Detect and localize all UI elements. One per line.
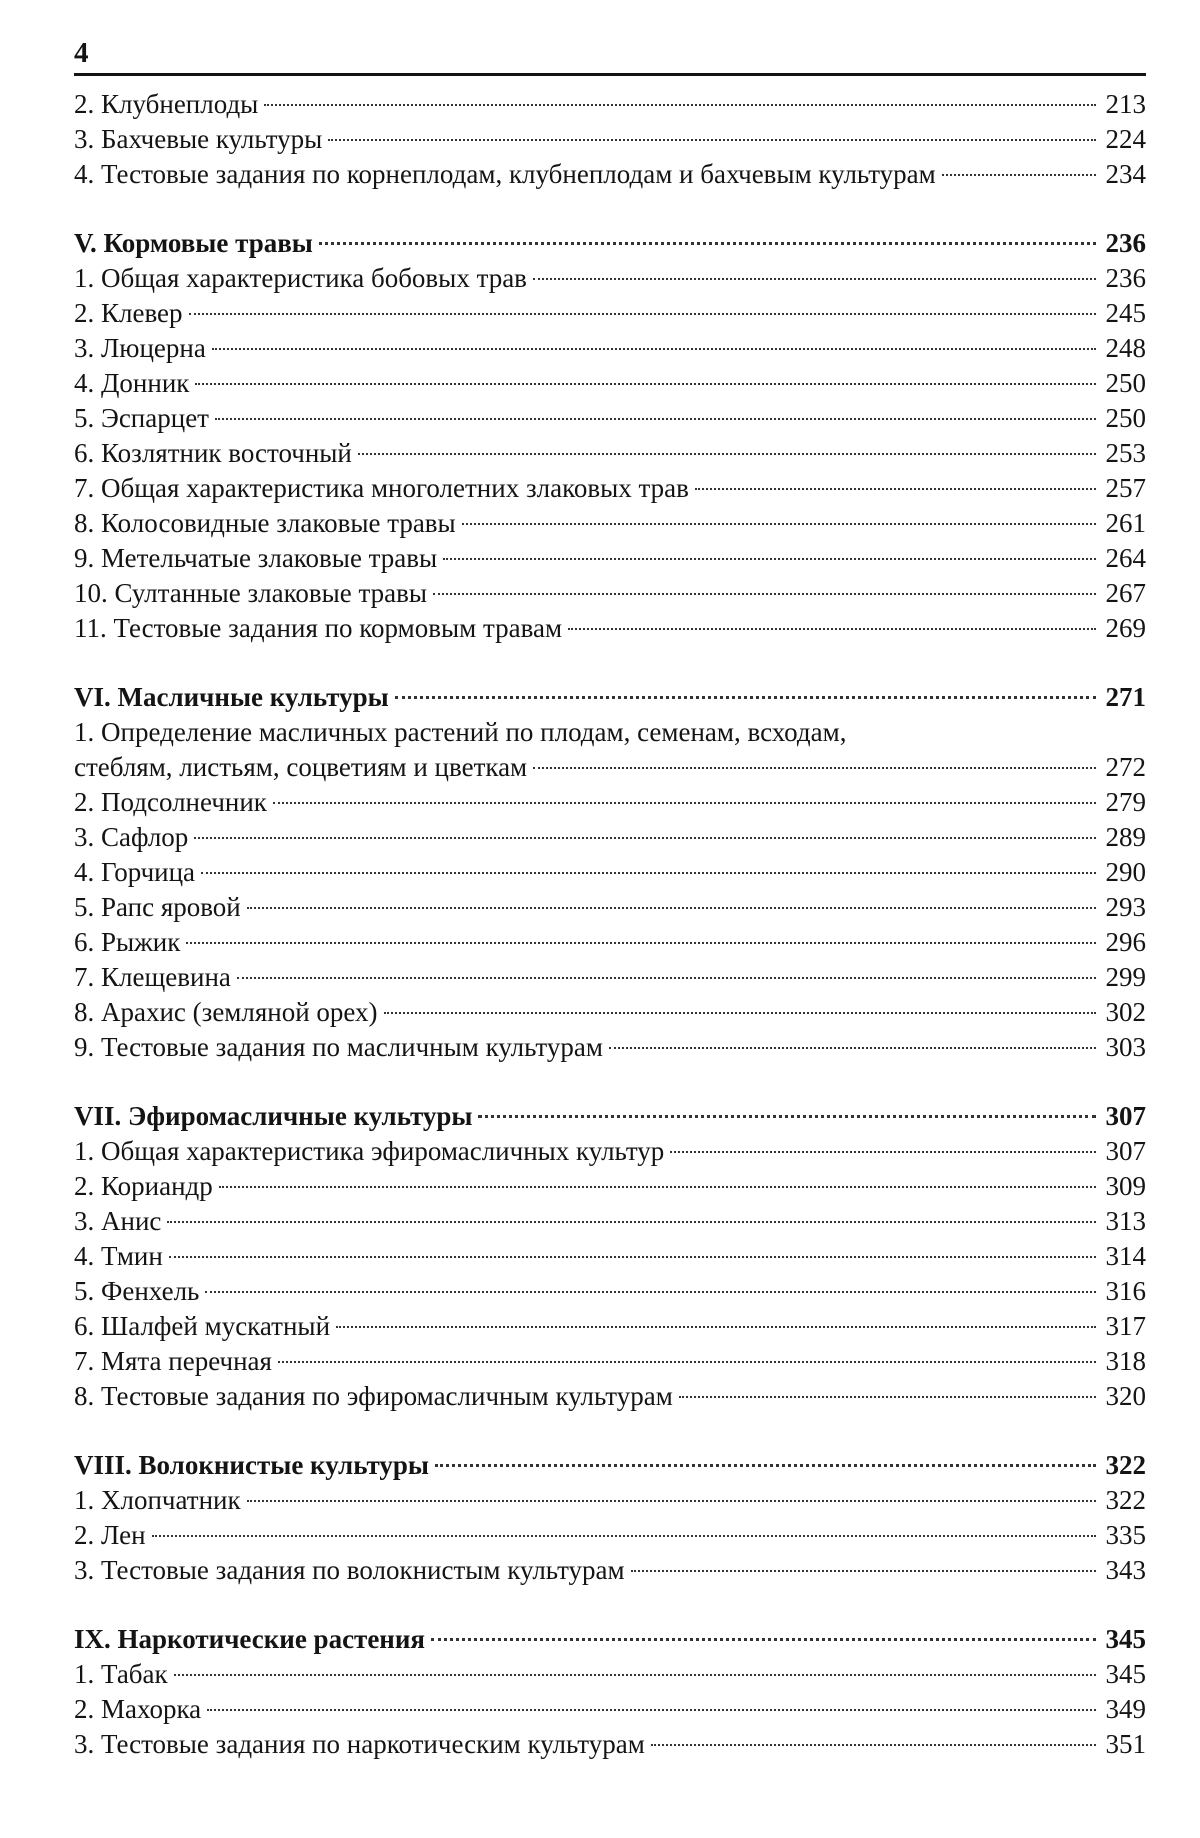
toc-entry: [74, 87, 1146, 122]
toc-entry: [74, 1483, 1146, 1518]
dot-leader: [278, 1361, 1096, 1363]
dot-leader: [152, 1535, 1096, 1537]
dot-leader: [237, 977, 1096, 979]
entry-page-number: 318: [1105, 1346, 1146, 1376]
toc-chapter-heading: [74, 1448, 1146, 1483]
entry-page-number: 267: [1105, 578, 1146, 608]
toc-entry: [74, 1309, 1146, 1344]
table-of-contents: [74, 87, 1146, 1762]
toc-entry: [74, 1030, 1146, 1065]
toc-entry: [74, 995, 1146, 1030]
chapter-page-number: 345: [1105, 1624, 1146, 1654]
toc-entry: [74, 471, 1146, 506]
toc-entry: [74, 750, 1146, 785]
entry-page-number: 234: [1105, 159, 1146, 189]
entry-page-number: 351: [1105, 1729, 1146, 1759]
dot-leader: [384, 1012, 1096, 1014]
toc-entry: [74, 576, 1146, 611]
toc-entry: [74, 1657, 1146, 1692]
toc-chapter-heading: [74, 1622, 1146, 1657]
entry-page-number: 272: [1105, 752, 1146, 782]
toc-entry: [74, 122, 1146, 157]
entry-title: 1. Общая характеристика эфиромасличных культур: [74, 1136, 665, 1166]
entry-title: 8. Тестовые задания по эфиромасличным культурам: [74, 1381, 673, 1411]
toc-entry: [74, 820, 1146, 855]
toc-entry: [74, 1169, 1146, 1204]
page-number: 4: [74, 37, 89, 69]
entry-page-number: 250: [1105, 368, 1146, 398]
entry-page-number: 253: [1105, 438, 1146, 468]
toc-entry: [74, 1379, 1146, 1414]
toc-entry: [74, 261, 1146, 296]
toc-entry: [74, 436, 1146, 471]
toc-section: [74, 1448, 1146, 1588]
entry-page-number: 343: [1105, 1555, 1146, 1585]
dot-leader: [433, 593, 1096, 595]
entry-page-number: 302: [1105, 997, 1146, 1027]
entry-page-number: 316: [1105, 1276, 1146, 1306]
toc-entry: [74, 157, 1146, 192]
toc-entry: [74, 1692, 1146, 1727]
entry-title: 6. Шалфей мускатный: [74, 1311, 331, 1341]
entry-page-number: 309: [1105, 1171, 1146, 1201]
toc-entry: [74, 506, 1146, 541]
entry-page-number: 314: [1105, 1241, 1146, 1271]
toc-entry: [74, 541, 1146, 576]
dot-leader: [215, 418, 1096, 420]
entry-page-number: 299: [1105, 962, 1146, 992]
toc-entry: [74, 1344, 1146, 1379]
dot-leader: [478, 1115, 1096, 1118]
entry-title: 9. Метельчатые злаковые травы: [74, 543, 438, 573]
toc-chapter-heading: [74, 1099, 1146, 1134]
toc-entry: [74, 1204, 1146, 1239]
dot-leader: [194, 837, 1096, 839]
toc-section: [74, 1622, 1146, 1762]
dot-leader: [670, 1151, 1096, 1153]
entry-title: 7. Общая характеристика многолетних злаковых трав: [74, 473, 689, 503]
toc-section: [74, 226, 1146, 646]
entry-title: 5. Эспарцет: [74, 403, 209, 433]
entry-page-number: 349: [1105, 1694, 1146, 1724]
entry-title: 7. Клещевина: [74, 962, 231, 992]
entry-title: 2. Подсолнечник: [74, 787, 267, 817]
dot-leader: [186, 942, 1096, 944]
dot-leader: [264, 104, 1096, 106]
entry-title: 1. Табак: [74, 1659, 168, 1689]
entry-page-number: 224: [1105, 124, 1146, 154]
entry-page-number: 317: [1105, 1311, 1146, 1341]
toc-entry: [74, 296, 1146, 331]
header-rule: [74, 73, 1146, 76]
dot-leader: [942, 174, 1096, 176]
entry-title: 2. Клубнеплоды: [74, 89, 259, 119]
entry-page-number: 313: [1105, 1206, 1146, 1236]
dot-leader: [533, 278, 1096, 280]
dot-leader: [247, 907, 1096, 909]
entry-page-number: 264: [1105, 543, 1146, 573]
entry-title: 5. Рапс яровой: [74, 892, 241, 922]
dot-leader: [609, 1047, 1096, 1049]
entry-title: стеблям, листьям, соцветиям и цветкам: [74, 752, 528, 782]
chapter-title: V. Кормовые травы: [74, 228, 313, 258]
entry-title: 3. Бахчевые культуры: [74, 124, 323, 154]
entry-page-number: 296: [1105, 927, 1146, 957]
toc-entry: [74, 960, 1146, 995]
chapter-page-number: 271: [1105, 682, 1146, 712]
entry-title: 3. Анис: [74, 1206, 162, 1236]
entry-page-number: 335: [1105, 1520, 1146, 1550]
entry-title: 8. Колосовидные злаковые травы: [74, 508, 456, 538]
entry-title: 3. Сафлор: [74, 822, 189, 852]
entry-page-number: 303: [1105, 1032, 1146, 1062]
entry-page-number: 250: [1105, 403, 1146, 433]
entry-page-number: 245: [1105, 298, 1146, 328]
dot-leader: [679, 1396, 1096, 1398]
dot-leader: [167, 1221, 1096, 1223]
toc-section: [74, 87, 1146, 192]
chapter-page-number: 236: [1105, 228, 1146, 258]
dot-leader: [336, 1326, 1096, 1328]
entry-page-number: 269: [1105, 613, 1146, 643]
dot-leader: [695, 488, 1096, 490]
dot-leader: [319, 242, 1096, 245]
dot-leader: [533, 767, 1096, 769]
entry-page-number: 345: [1105, 1659, 1146, 1689]
entry-page-number: 257: [1105, 473, 1146, 503]
entry-title: 7. Мята перечная: [74, 1346, 272, 1376]
chapter-title: IX. Наркотические растения: [74, 1624, 426, 1654]
chapter-title: VIII. Волокнистые культуры: [74, 1450, 429, 1480]
toc-entry: [74, 611, 1146, 646]
entry-title: 3. Тестовые задания по наркотическим культурам: [74, 1729, 645, 1759]
dot-leader: [169, 1256, 1096, 1258]
toc-chapter-heading: [74, 226, 1146, 261]
dot-leader: [273, 802, 1096, 804]
entry-title: 6. Рыжик: [74, 927, 181, 957]
dot-leader: [205, 1291, 1096, 1293]
dot-leader: [189, 313, 1096, 315]
toc-entry-first-line: 1. Определение масличных растений по плодам, семенам, всходам,: [74, 717, 847, 747]
dot-leader: [443, 558, 1096, 560]
entry-page-number: 290: [1105, 857, 1146, 887]
entry-title: 1. Общая характеристика бобовых трав: [74, 263, 527, 293]
entry-page-number: 261: [1105, 508, 1146, 538]
dot-leader: [219, 1186, 1096, 1188]
entry-title: 3. Люцерна: [74, 333, 206, 363]
entry-title: 4. Горчица: [74, 857, 196, 887]
entry-title: 4. Донник: [74, 368, 190, 398]
entry-title: 2. Махорка: [74, 1694, 202, 1724]
entry-title: 2. Клевер: [74, 298, 183, 328]
entry-title: 5. Фенхель: [74, 1276, 200, 1306]
entry-title: 1. Хлопчатник: [74, 1485, 241, 1515]
toc-entry: [74, 331, 1146, 366]
chapter-title: VI. Масличные культуры: [74, 682, 389, 712]
toc-section: [74, 1099, 1146, 1414]
entry-title: 2. Кориандр: [74, 1171, 213, 1201]
toc-section: [74, 680, 1146, 1065]
entry-page-number: 322: [1105, 1485, 1146, 1515]
entry-title: 3. Тестовые задания по волокнистым культурам: [74, 1555, 625, 1585]
dot-leader: [247, 1500, 1096, 1502]
toc-entry: [74, 401, 1146, 436]
dot-leader: [651, 1744, 1096, 1746]
entry-page-number: 236: [1105, 263, 1146, 293]
toc-entry: [74, 890, 1146, 925]
chapter-page-number: 307: [1105, 1101, 1146, 1131]
toc-chapter-heading: [74, 680, 1146, 715]
dot-leader: [207, 1709, 1096, 1711]
toc-entry: [74, 925, 1146, 960]
entry-title: 2. Лен: [74, 1520, 146, 1550]
entry-page-number: 289: [1105, 822, 1146, 852]
dot-leader: [435, 1464, 1096, 1467]
chapter-page-number: 322: [1105, 1450, 1146, 1480]
toc-entry: [74, 366, 1146, 401]
entry-title: 6. Козлятник восточный: [74, 438, 352, 468]
toc-page: [74, 36, 1146, 1762]
entry-title: 4. Тестовые задания по корнеплодам, клубнеплодам и бахчевым культурам: [74, 159, 936, 189]
entry-title: 4. Тмин: [74, 1241, 163, 1271]
entry-title: 11. Тестовые задания по кормовым травам: [74, 613, 563, 643]
chapter-title: VII. Эфиромасличные культуры: [74, 1101, 473, 1131]
entry-title: 10. Султанные злаковые травы: [74, 578, 428, 608]
dot-leader: [174, 1674, 1096, 1676]
dot-leader: [195, 383, 1096, 385]
toc-entry: [74, 1274, 1146, 1309]
dot-leader: [358, 453, 1096, 455]
dot-leader: [568, 628, 1096, 630]
entry-page-number: 293: [1105, 892, 1146, 922]
toc-entry: [74, 785, 1146, 820]
entry-page-number: 279: [1105, 787, 1146, 817]
toc-entry: [74, 1553, 1146, 1588]
dot-leader: [328, 139, 1096, 141]
toc-entry: [74, 1134, 1146, 1169]
entry-page-number: 320: [1105, 1381, 1146, 1411]
dot-leader: [631, 1570, 1096, 1572]
entry-title: 8. Арахис (земляной орех): [74, 997, 378, 1027]
entry-title: 9. Тестовые задания по масличным культурам: [74, 1032, 603, 1062]
entry-page-number: 307: [1105, 1136, 1146, 1166]
dot-leader: [201, 872, 1096, 874]
entry-page-number: 213: [1105, 89, 1146, 119]
toc-entry: [74, 1518, 1146, 1553]
dot-leader: [395, 696, 1096, 699]
toc-entry: [74, 855, 1146, 890]
dot-leader: [431, 1638, 1096, 1641]
toc-entry: [74, 1239, 1146, 1274]
toc-entry: [74, 1727, 1146, 1762]
dot-leader: [212, 348, 1096, 350]
entry-page-number: 248: [1105, 333, 1146, 363]
dot-leader: [462, 523, 1096, 525]
